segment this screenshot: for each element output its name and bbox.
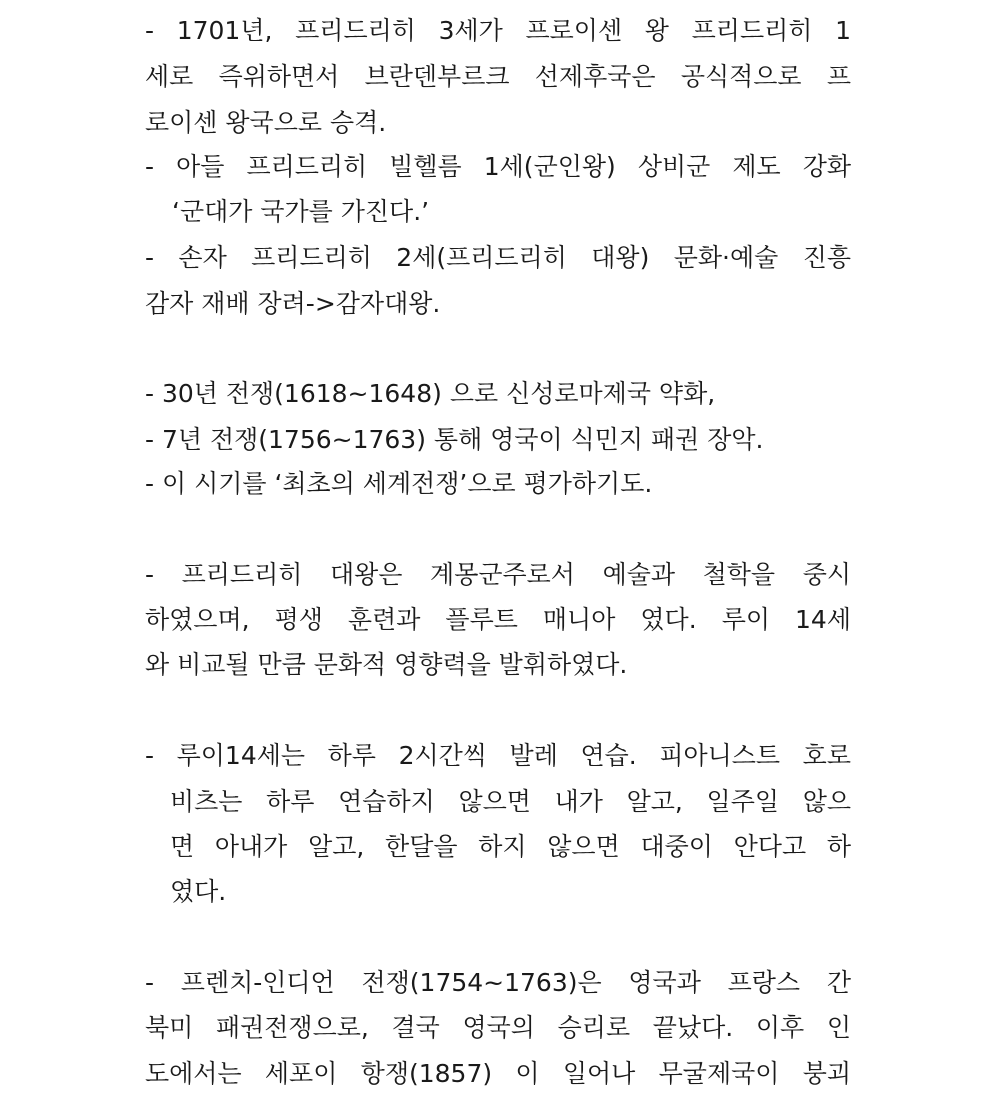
text-line: 와 비교될 만큼 문화적 영향력을 발휘하였다. (145, 650, 628, 679)
text-line: 도에서는 세포이 항쟁(1857) 이 일어나 무굴제국이 붕괴 (145, 1059, 851, 1088)
text-line: - 손자 프리드리히 2세(프리드리히 대왕) 문화·예술 진흥 (145, 243, 851, 272)
text-line: 감자 재배 장려->감자대왕. (145, 289, 441, 318)
text-line: - 1701년, 프리드리히 3세가 프로이센 왕 프리드리히 1 (145, 16, 851, 45)
text-line: 였다. (170, 877, 227, 906)
text-line: 북미 패권전쟁으로, 결국 영국의 승리로 끝났다. 이후 인 (145, 1013, 851, 1042)
text-line: - 프렌치-인디언 전쟁(1754~1763)은 영국과 프랑스 간 (145, 968, 851, 997)
text-line: - 루이14세는 하루 2시간씩 발레 연습. 피아니스트 호로 (145, 741, 851, 770)
text-line: - 7년 전쟁(1756~1763) 통해 영국이 식민지 패권 장악. (145, 425, 764, 454)
text-line: 세로 즉위하면서 브란덴부르크 선제후국은 공식적으로 프 (145, 62, 851, 91)
text-line: ‘군대가 국가를 가진다.’ (172, 197, 430, 226)
text-line: 면 아내가 알고, 한달을 하지 않으면 대중이 안다고 하 (170, 832, 851, 861)
text-line: 하였으며, 평생 훈련과 플루트 매니아 였다. 루이 14세 (145, 605, 851, 634)
text-line: 로이센 왕국으로 승격. (145, 108, 387, 137)
text-line: - 30년 전쟁(1618~1648) 으로 신성로마제국 약화, (145, 379, 716, 408)
text-line: - 프리드리히 대왕은 계몽군주로서 예술과 철학을 중시 (145, 560, 851, 589)
text-line: - 이 시기를 ‘최초의 세계전쟁’으로 평가하기도. (145, 469, 653, 498)
text-line: - 아들 프리드리히 빌헬름 1세(군인왕) 상비군 제도 강화 (145, 152, 851, 181)
text-line: 비츠는 하루 연습하지 않으면 내가 알고, 일주일 않으 (170, 787, 851, 816)
